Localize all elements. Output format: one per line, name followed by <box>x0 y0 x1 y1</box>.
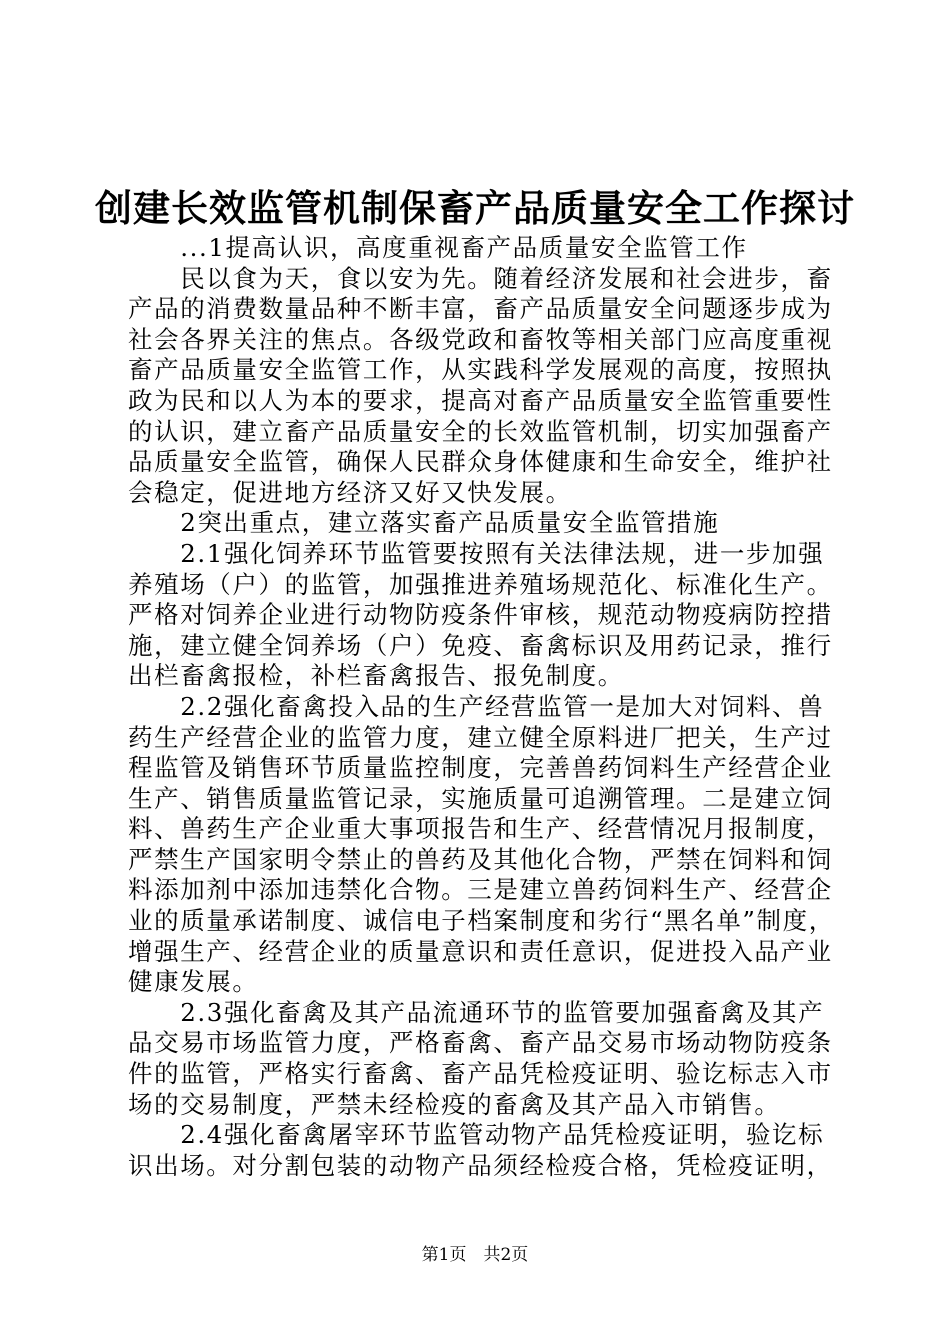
body-line: 2.2强化畜禽投入品的生产经营监管一是加大对饲料、兽 <box>128 691 825 721</box>
body-line: 场的交易制度，严禁未经检疫的畜禽及其产品入市销售。 <box>128 1089 781 1119</box>
body-line: 程监管及销售环节质量监控制度，完善兽药饲料生产经营企业 <box>128 753 833 783</box>
body-line: 畜产品质量安全监管工作，从实践科学发展观的高度，按照执 <box>128 355 833 385</box>
body-line: 会稳定，促进地方经济又好又快发展。 <box>128 477 572 507</box>
body-line: 品交易市场监管力度，严格畜禽、畜产品交易市场动物防疫条 <box>128 1028 833 1058</box>
body-line: 业的质量承诺制度、诚信电子档案制度和劣行“黑名单”制度， <box>128 906 835 936</box>
body-line: 料添加剂中添加违禁化合物。三是建立兽药饲料生产、经营企 <box>128 875 833 905</box>
body-line: 识出场。对分割包装的动物产品须经检疫合格，凭检疫证明， <box>128 1150 833 1180</box>
body-line: 料、兽药生产企业重大事项报告和生产、经营情况月报制度， <box>128 814 833 844</box>
body-line: 社会各界关注的焦点。各级党政和畜牧等相关部门应高度重视 <box>128 324 833 354</box>
body-line: 健康发展。 <box>128 967 259 997</box>
body-line: ...1提高认识，高度重视畜产品质量安全监管工作 <box>128 233 748 262</box>
document-title: 创建长效监管机制保畜产品质量安全工作探讨 <box>95 186 855 230</box>
page-number-footer: 第1页 共2页 <box>421 1245 529 1265</box>
body-line: 2突出重点，建立落实畜产品质量安全监管措施 <box>128 508 720 538</box>
body-line: 的认识，建立畜产品质量安全的长效监管机制，切实加强畜产 <box>128 416 833 446</box>
body-line: 2.4强化畜禽屠宰环节监管动物产品凭检疫证明，验讫标 <box>128 1120 825 1150</box>
body-line: 养殖场（户）的监管，加强推进养殖场规范化、标准化生产。 <box>128 569 833 599</box>
body-line: 严禁生产国家明令禁止的兽药及其他化合物，严禁在饲料和饲 <box>128 844 833 874</box>
body-line: 品质量安全监管，确保人民群众身体健康和生命安全，维护社 <box>128 447 833 477</box>
document-body <box>128 233 840 1181</box>
body-line: 施，建立健全饲养场（户）免疫、畜禽标识及用药记录，推行 <box>128 630 833 660</box>
body-line: 2.3强化畜禽及其产品流通环节的监管要加强畜禽及其产 <box>128 997 825 1027</box>
body-line: 2.1强化饲养环节监管要按照有关法律法规，进一步加强 <box>128 538 825 568</box>
body-line: 民以食为天，食以安为先。随着经济发展和社会进步，畜 <box>128 263 833 293</box>
body-line: 出栏畜禽报检，补栏畜禽报告、报免制度。 <box>128 661 624 691</box>
body-line: 产品的消费数量品种不断丰富，畜产品质量安全问题逐步成为 <box>128 294 833 324</box>
body-line: 严格对饲养企业进行动物防疫条件审核，规范动物疫病防控措 <box>128 600 833 630</box>
body-line: 增强生产、经营企业的质量意识和责任意识，促进投入品产业 <box>128 936 833 966</box>
body-line: 药生产经营企业的监管力度，建立健全原料进厂把关，生产过 <box>128 722 833 752</box>
body-line: 件的监管，严格实行畜禽、畜产品凭检疫证明、验讫标志入市 <box>128 1059 833 1089</box>
body-line: 政为民和以人为本的要求，提高对畜产品质量安全监管重要性 <box>128 385 833 415</box>
body-line: 生产、销售质量监管记录，实施质量可追溯管理。二是建立饲 <box>128 783 833 813</box>
